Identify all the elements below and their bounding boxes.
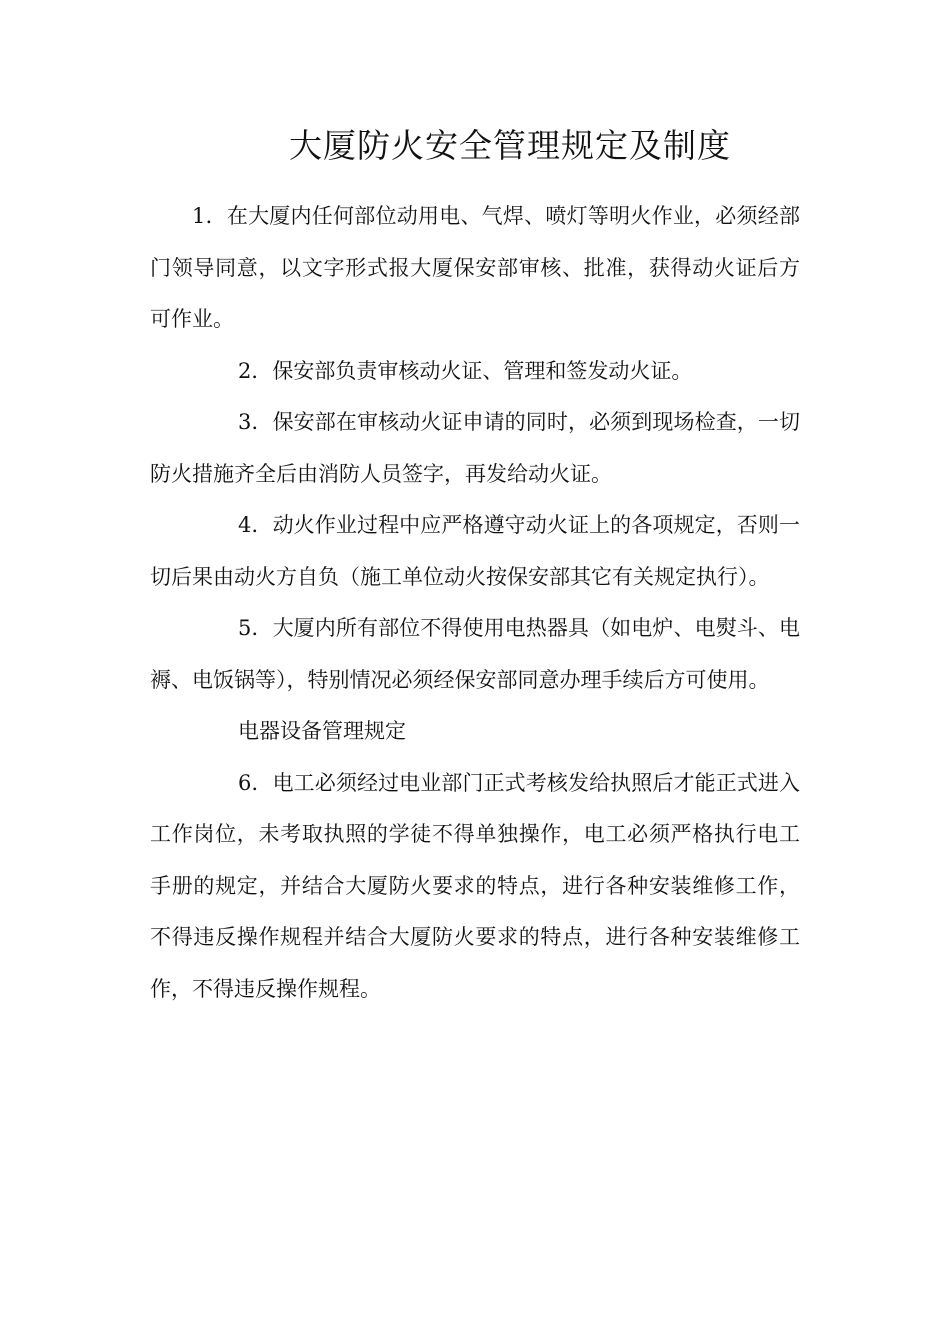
- document-body: [150, 191, 800, 1015]
- paragraph-3: 3．保安部在审核动火证申请的同时，必须到现场检查，一切防火措施齐全后由消防人员签字，再发给动火证。: [150, 410, 800, 486]
- paragraph-4: 4．动火作业过程中应严格遵守动火证上的各项规定，否则一切后果由动火方自负（施工单位动火按保安部其它有关规定执行）。: [150, 513, 800, 589]
- paragraph-2: 2．保安部负责审核动火证、管理和签发动火证。: [238, 358, 693, 383]
- paragraph-6: 6．电工必须经过电业部门正式考核发给执照后才能正式进入工作岗位，未考取执照的学徒不得单独操作，电工必须严格执行电工手册的规定，并结合大厦防火要求的特点，进行各种安装维修工作，不得违反操作规程并结合大厦防火要求的特点，进行各种安装维修工作，不得违反操作规程。: [150, 770, 800, 1001]
- paragraph-5: 5．大厦内所有部位不得使用电热器具（如电炉、电熨斗、电褥、电饭锅等），特别情况必须经保安部同意办理手续后方可使用。: [150, 616, 800, 692]
- document-title: 大厦防火安全管理规定及制度: [289, 126, 731, 165]
- section-heading: 电器设备管理规定: [238, 719, 406, 743]
- paragraph-1: 1．在大厦内任何部位动用电、气焊、喷灯等明火作业，必须经部门领导同意，以文字形式报大厦保安部审核、批准，获得动火证后方可作业。: [150, 204, 800, 331]
